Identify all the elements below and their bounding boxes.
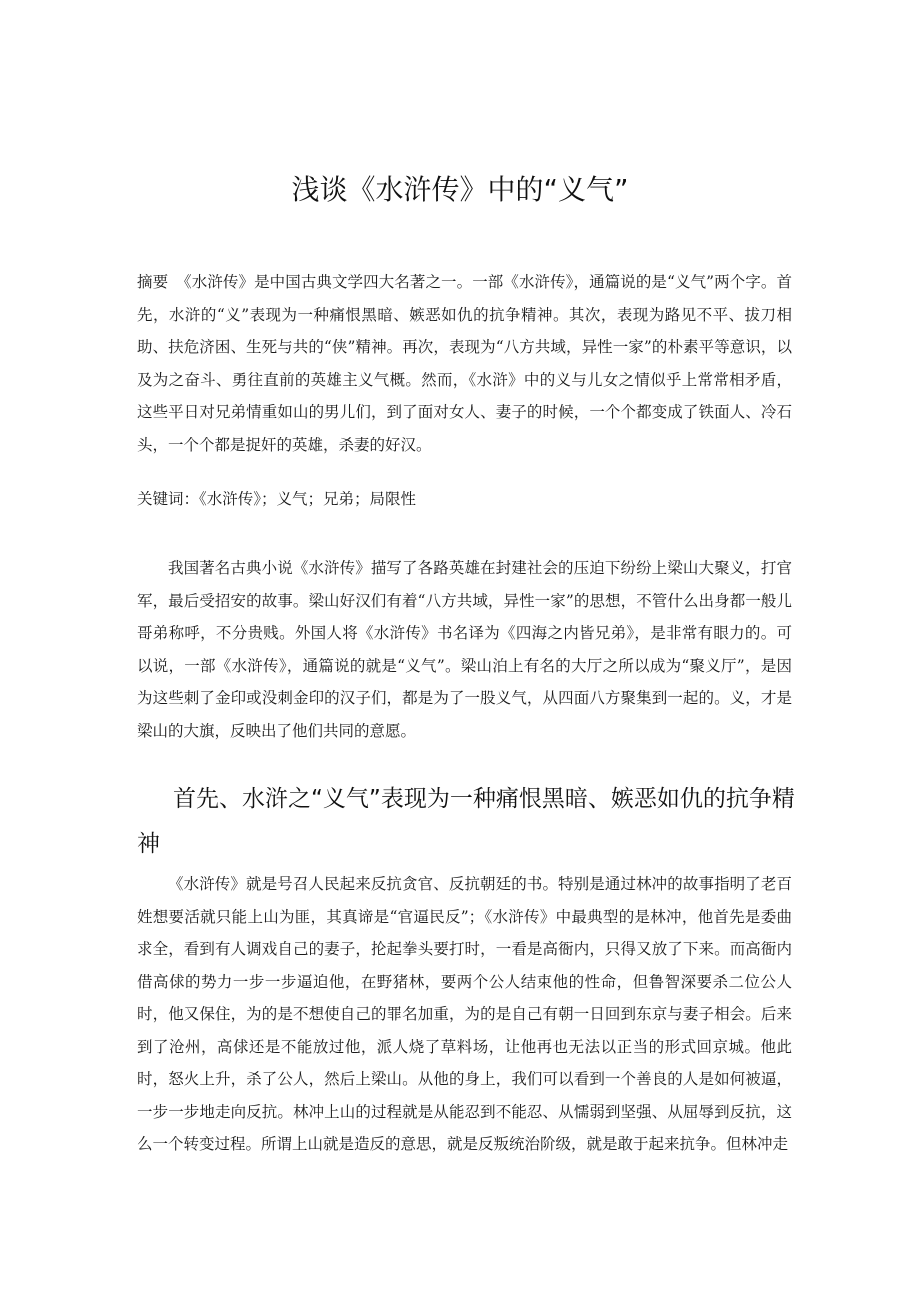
body-paragraph-intro: 我国著名古典小说《水浒传》描写了各路英雄在封建社会的压迫下纷纷上梁山大聚义，打官军，最后受招安的故事。梁山好汉们有着“八方共域，异性一家”的思想，不管什么出身都一般儿哥弟称呼，不分贵贱。外国人将《水浒传》书名译为《四海之内皆兄弟》，是非常有眼力的。可以说，一部《水浒传》，通篇说的就是“义气”。梁山泊上有名的大厅之所以成为“聚义厅”，是因为这些刺了金印或没刺金印的汉子们，都是为了一股义气，从四面八方聚集到一起的。义，才是梁山的大旗，反映出了他们共同的意愿。: [137, 559, 792, 740]
section-heading: 首先、水浒之“义气”表现为一种痛恨黑暗、嫉恶如仇的抗争精神: [137, 786, 795, 857]
abstract-text: 《水浒传》是中国古典文学四大名著之一。一部《水浒传》，通篇说的是“义气”两个字。首先，水浒的“义”表现为一种痛恨黑暗、嫉恶如仇的抗争精神。其次，表现为路见不平、拔刀相助、扶危济困、生死与共的“侠”精神。再次，表现为“八方共域，异性一家”的朴素平等意识，以及为之奋斗、勇往直前的英雄主义气概。然而，《水浒》中的义与儿女之情似乎上常常相矛盾，这些平日对兄弟情重如山的男儿们，到了面对女人、妻子的时候，一个个都变成了铁面人、冷石头，一个个都是捉奸的英雄，杀妻的好汉。: [137, 273, 792, 454]
body-paragraph-linchong: 《水浒传》就是号召人民起来反抗贪官、反抗朝廷的书。特别是通过林冲的故事指明了老百姓想要活就只能上山为匪，其真谛是“官逼民反”；《水浒传》中最典型的是林冲，他首先是委曲求全，看到有人调戏自己的妻子，抡起拳头要打时，一看是高衙内，只得又放了下来。而高衙内借高俅的势力一步一步逼迫他，在野猪林，要两个公人结束他的性命，但鲁智深要杀二位公人时，他又保住，为的是不想使自己的罪名加重，为的是自己有朝一日回到东京与妻子相会。后来到了沧州，高俅还是不能放过他，派人烧了草料场，让他再也无法以正当的形式回京城。他此时，怒火上升，杀了公人，然后上梁山。从他的身上，我们可以看到一个善良的人是如何被逼，一步一步地走向反抗。林冲上山的过程就是从能忍到不能忍、从懦弱到坚强、从屈辱到反抗，这么一个转变过程。所谓上山就是造反的意思，就是反叛统治阶级，就是敢于起来抗争。但林冲走: [137, 875, 792, 1153]
document-title: 浅谈《水浒传》中的“义气”: [291, 173, 629, 206]
abstract-paragraph: [137, 266, 792, 461]
keywords-label: 关键词：: [137, 490, 200, 508]
keywords-line: [137, 483, 792, 516]
keywords-text: 《水浒传》；义气；兄弟；局限性: [199, 490, 417, 508]
abstract-label: 摘要: [137, 273, 169, 291]
